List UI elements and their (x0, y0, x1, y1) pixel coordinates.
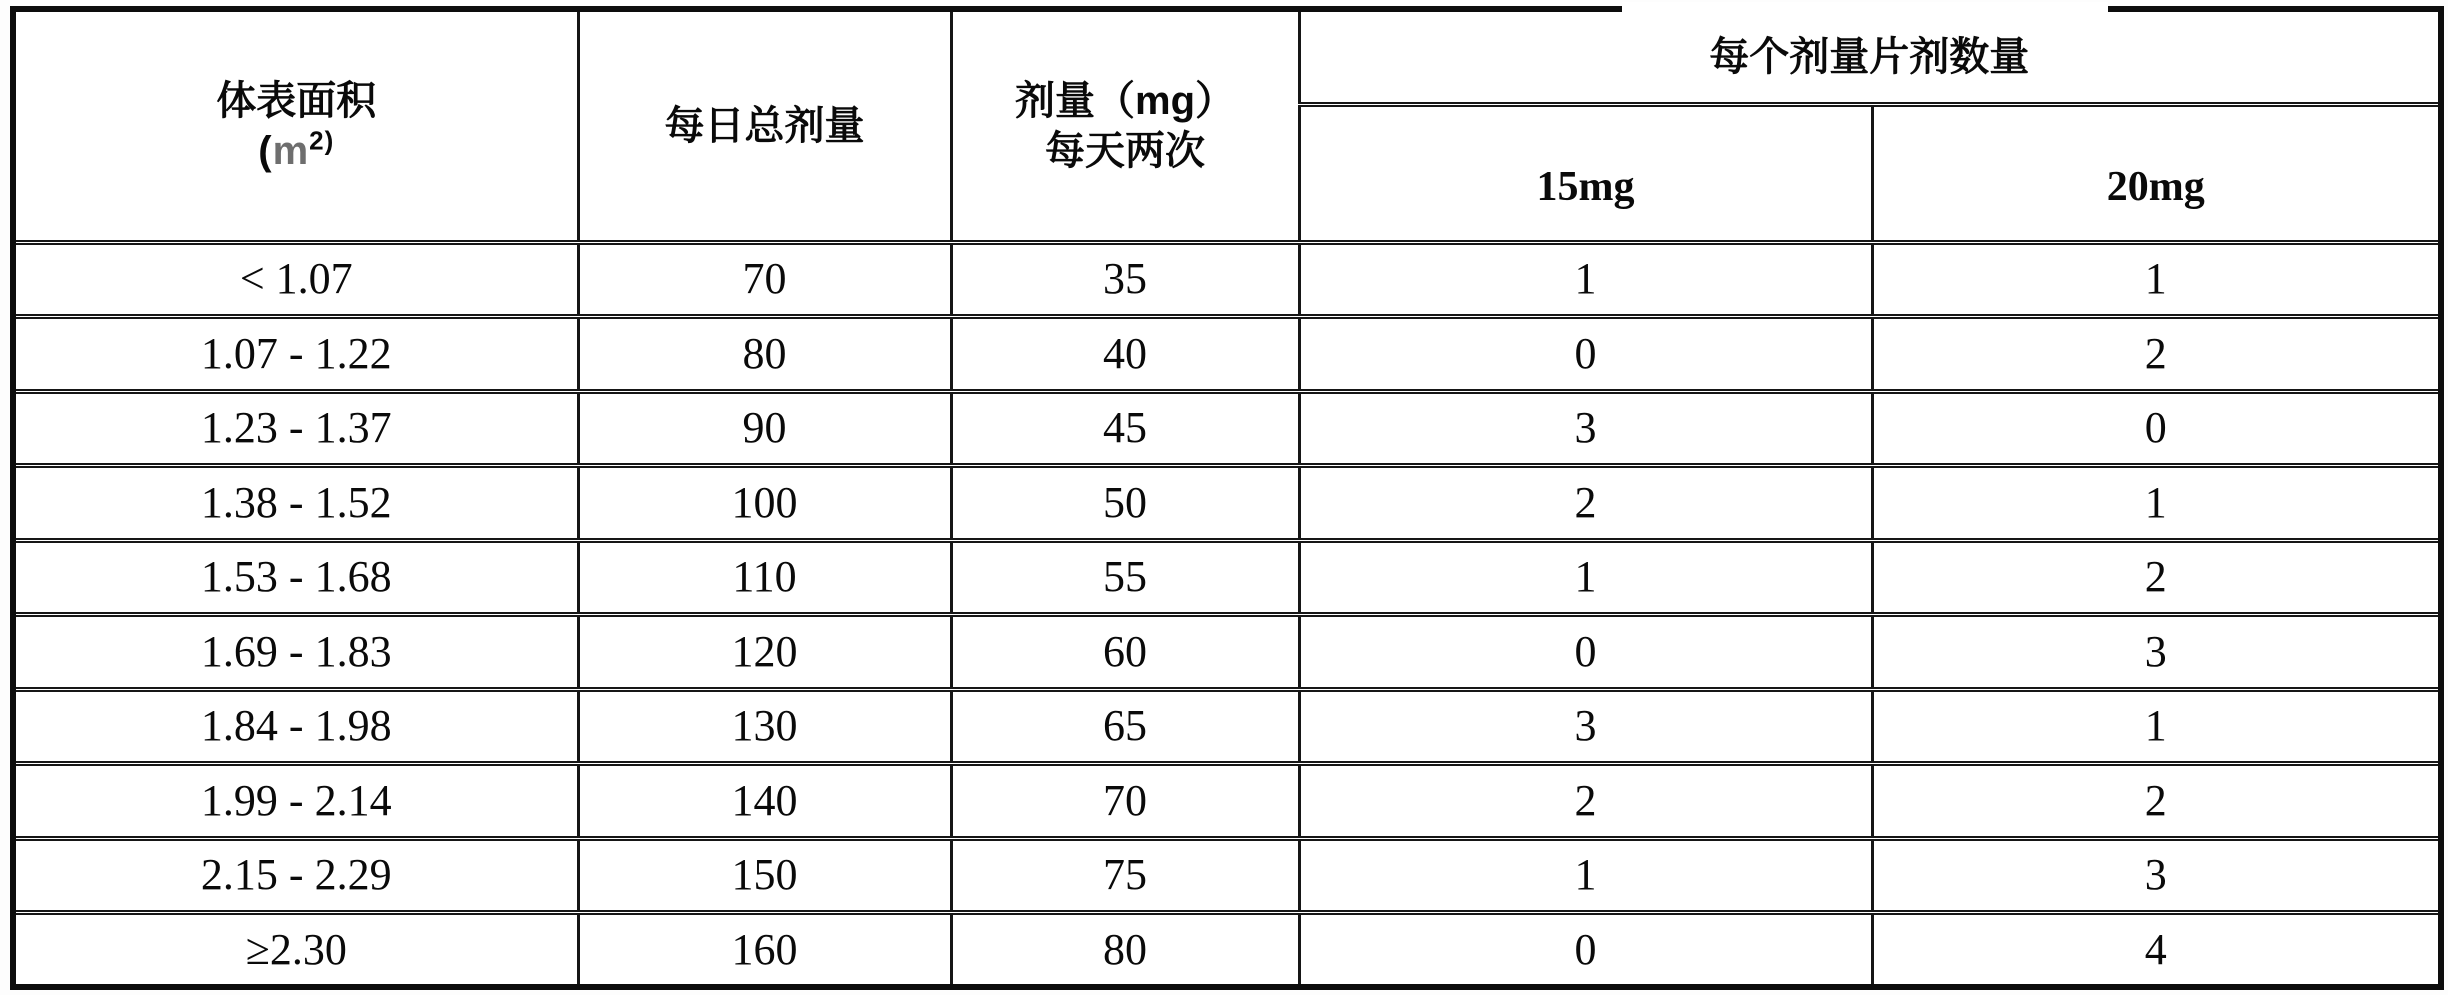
table-row (13, 540, 2441, 615)
cell-dose-bid: 60 (951, 615, 1299, 690)
table-row (13, 689, 2441, 764)
cell-daily-total: 140 (578, 764, 951, 839)
cell-bsa: 1.53 - 1.68 (13, 540, 578, 615)
cell-dose-bid: 45 (951, 391, 1299, 466)
cell-tablets-20mg: 1 (1872, 689, 2441, 764)
cell-tablets-15mg: 1 (1299, 838, 1872, 913)
table-row (13, 764, 2441, 839)
cell-tablets-15mg: 1 (1299, 242, 1872, 317)
scan-artifact-top-border-gap (1622, 2, 2108, 14)
cell-tablets-15mg: 3 (1299, 391, 1872, 466)
cell-daily-total: 110 (578, 540, 951, 615)
header-daily-total-dose: 每日总剂量 (578, 9, 951, 242)
cell-bsa: 1.84 - 1.98 (13, 689, 578, 764)
cell-tablets-15mg: 0 (1299, 317, 1872, 392)
cell-dose-bid: 70 (951, 764, 1299, 839)
table-row (13, 391, 2441, 466)
dosing-table (10, 6, 2444, 990)
cell-dose-bid: 75 (951, 838, 1299, 913)
cell-daily-total: 160 (578, 913, 951, 988)
cell-tablets-20mg: 1 (1872, 242, 2441, 317)
cell-bsa: 1.23 - 1.37 (13, 391, 578, 466)
cell-bsa: 1.69 - 1.83 (13, 615, 578, 690)
cell-bsa: 2.15 - 2.29 (13, 838, 578, 913)
header-row-top (13, 9, 2441, 104)
table-row (13, 466, 2441, 541)
header-bsa-label: 体表面积 (216, 78, 377, 123)
cell-tablets-20mg: 2 (1872, 540, 2441, 615)
cell-tablets-20mg: 3 (1872, 838, 2441, 913)
cell-daily-total: 80 (578, 317, 951, 392)
cell-dose-bid: 35 (951, 242, 1299, 317)
table-row (13, 317, 2441, 392)
cell-tablets-20mg: 0 (1872, 391, 2441, 466)
bsa-unit-superscript: 2) (309, 125, 335, 156)
cell-bsa: ≥2.30 (13, 913, 578, 988)
cell-tablets-15mg: 2 (1299, 764, 1872, 839)
table-row (13, 838, 2441, 913)
header-20mg: 20mg (1872, 104, 2441, 242)
cell-tablets-20mg: 2 (1872, 317, 2441, 392)
header-body-surface-area (13, 9, 578, 242)
cell-daily-total: 130 (578, 689, 951, 764)
header-dose-line2: 每天两次 (1045, 128, 1205, 173)
bsa-unit-paren: ( (258, 128, 273, 173)
cell-dose-bid: 65 (951, 689, 1299, 764)
header-bsa-unit (16, 126, 577, 176)
table-row (13, 615, 2441, 690)
cell-tablets-20mg: 3 (1872, 615, 2441, 690)
cell-dose-bid: 40 (951, 317, 1299, 392)
header-tablets-per-dose-group: 每个剂量片剂数量 (1299, 9, 2441, 104)
cell-daily-total: 70 (578, 242, 951, 317)
bsa-unit-m: m (272, 128, 310, 173)
cell-bsa: 1.38 - 1.52 (13, 466, 578, 541)
cell-tablets-15mg: 0 (1299, 913, 1872, 988)
cell-tablets-15mg: 3 (1299, 689, 1872, 764)
cell-dose-bid: 55 (951, 540, 1299, 615)
cell-dose-bid: 50 (951, 466, 1299, 541)
cell-daily-total: 120 (578, 615, 951, 690)
cell-tablets-20mg: 2 (1872, 764, 2441, 839)
cell-bsa: 1.07 - 1.22 (13, 317, 578, 392)
cell-daily-total: 90 (578, 391, 951, 466)
cell-bsa: < 1.07 (13, 242, 578, 317)
header-dose-line1: 剂量（mg） (1015, 78, 1235, 123)
cell-tablets-15mg: 0 (1299, 615, 1872, 690)
cell-tablets-20mg: 4 (1872, 913, 2441, 988)
cell-dose-bid: 80 (951, 913, 1299, 988)
cell-tablets-20mg: 1 (1872, 466, 2441, 541)
header-dose-twice-daily (951, 9, 1299, 242)
header-15mg: 15mg (1299, 104, 1872, 242)
table-row (13, 242, 2441, 317)
cell-tablets-15mg: 1 (1299, 540, 1872, 615)
cell-daily-total: 100 (578, 466, 951, 541)
cell-bsa: 1.99 - 2.14 (13, 764, 578, 839)
cell-daily-total: 150 (578, 838, 951, 913)
table-row (13, 913, 2441, 988)
cell-tablets-15mg: 2 (1299, 466, 1872, 541)
